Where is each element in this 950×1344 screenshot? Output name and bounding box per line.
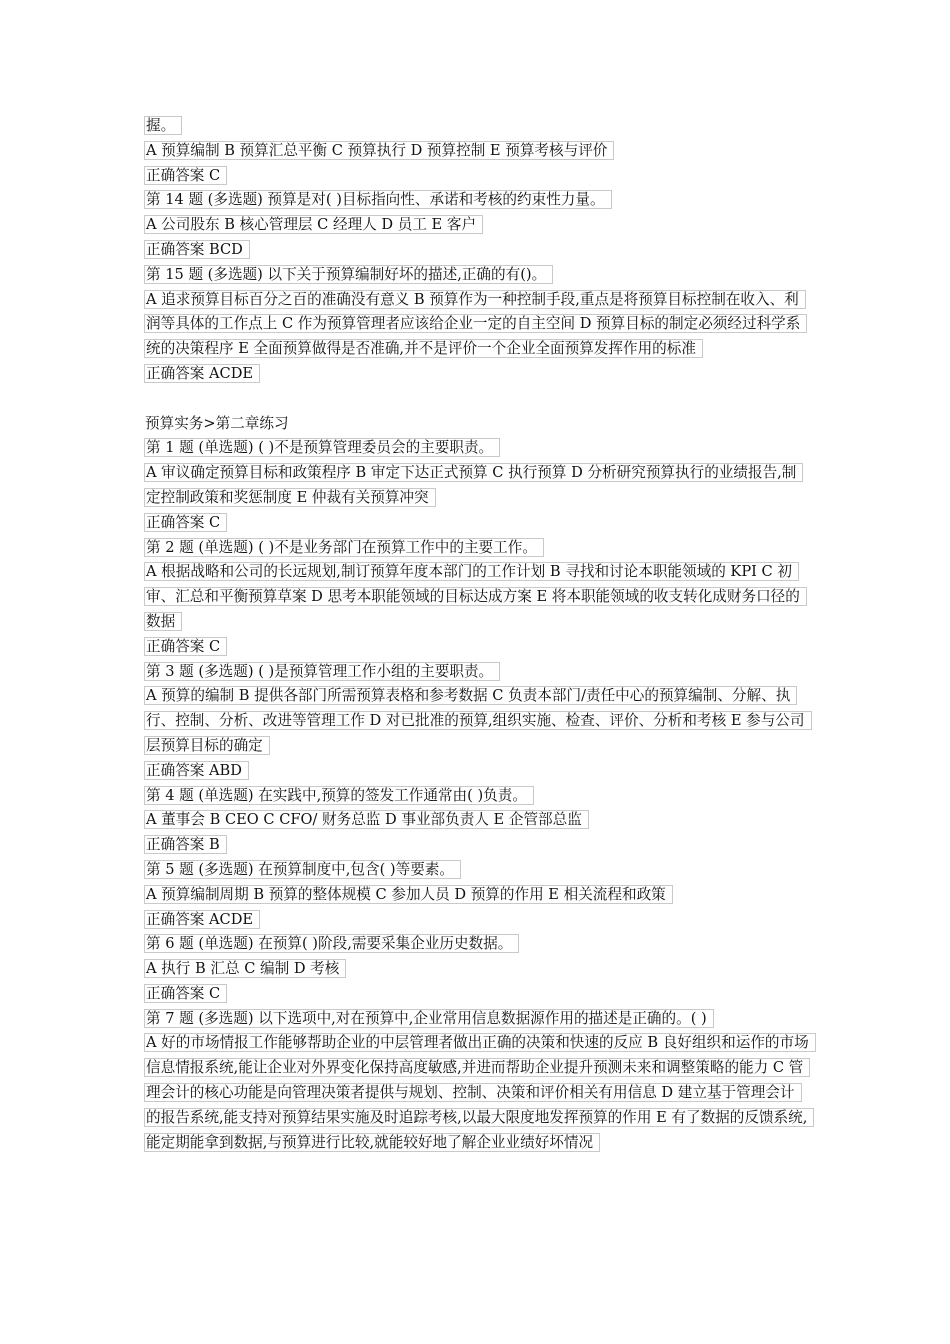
options-line: A 预算的编制 B 提供各部门所需预算表格和参考数据 C 负责本部门/责任中心的预算编制、分解、执行、控制、分析、改进等管理工作 D 对已批准的预算,组织实施、检查、评价、分析和考核 E 参与公司层预算目标的确定 [144, 684, 809, 758]
question-line: 第 14 题 (多选题) 预算是对( )目标指向性、承诺和考核的约束性力量。 [144, 188, 809, 213]
question-line: 第 2 题 (单选题) ( )不是业务部门在预算工作中的主要工作。 [144, 536, 809, 561]
answer-line: 正确答案 ACDE [144, 908, 809, 933]
section-heading: 预算实务>第二章练习 [145, 414, 289, 432]
answer-line: 正确答案 B [144, 833, 809, 858]
text-line: 握。 [144, 114, 809, 139]
document-page [144, 114, 809, 1155]
answer-line: 正确答案 C [144, 635, 809, 660]
options-line: A 董事会 B CEO C CFO/ 财务总监 D 事业部负责人 E 企管部总监 [144, 808, 809, 833]
options-line: A 预算编制周期 B 预算的整体规模 C 参加人员 D 预算的作用 E 相关流程和政策 [144, 883, 809, 908]
options-line: A 审议确定预算目标和政策程序 B 审定下达正式预算 C 执行预算 D 分析研究预算执行的业绩报告,制定控制政策和奖惩制度 E 仲裁有关预算冲突 [144, 461, 809, 511]
question-line: 第 3 题 (多选题) ( )是预算管理工作小组的主要职责。 [144, 660, 809, 685]
options-line: A 好的市场情报工作能够帮助企业的中层管理者做出正确的决策和快速的反应 B 良好组织和运作的市场信息情报系统,能让企业对外界变化保持高度敏感,并进而帮助企业提升预测未来和调整策略的能力 C 管理会计的核心功能是向管理决策者提供与规划、控制、决策和评价相关有用信息 D 建立基于管理会计的报告系统,能支持对预算结果实施及时追踪考核,以最大限度地发挥预算的作用 E 有了数据的反馈系统,能定期能拿到数据,与预算进行比较,就能较好地了解企业业绩好坏情况 [144, 1031, 809, 1155]
question-line: 第 1 题 (单选题) ( )不是预算管理委员会的主要职责。 [144, 436, 809, 461]
question-line: 第 5 题 (多选题) 在预算制度中,包含( )等要素。 [144, 858, 809, 883]
question-line: 第 6 题 (单选题) 在预算( )阶段,需要采集企业历史数据。 [144, 932, 809, 957]
options-line: A 执行 B 汇总 C 编制 D 考核 [144, 957, 809, 982]
question-line: 第 7 题 (多选题) 以下选项中,对在预算中,企业常用信息数据源作用的描述是正确的。( ) [144, 1007, 809, 1032]
answer-line: 正确答案 C [144, 164, 809, 189]
answer-line: 正确答案 C [144, 982, 809, 1007]
options-line: A 根据战略和公司的长远规划,制订预算年度本部门的工作计划 B 寻找和讨论本职能领域的 KPI C 初审、汇总和平衡预算草案 D 思考本职能领域的目标达成方案 E 将本职能领域的收支转化成财务口径的数据 [144, 560, 809, 634]
options-line: A 预算编制 B 预算汇总平衡 C 预算执行 D 预算控制 E 预算考核与评价 [144, 139, 809, 164]
question-line: 第 4 题 (单选题) 在实践中,预算的签发工作通常由( )负责。 [144, 784, 809, 809]
options-line: A 公司股东 B 核心管理层 C 经理人 D 员工 E 客户 [144, 213, 809, 238]
answer-line: 正确答案 ACDE [144, 362, 809, 387]
question-line: 第 15 题 (多选题) 以下关于预算编制好坏的描述,正确的有()。 [144, 263, 809, 288]
options-line: A 追求预算目标百分之百的准确没有意义 B 预算作为一种控制手段,重点是将预算目标控制在收入、利润等具体的工作点上 C 作为预算管理者应该给企业一定的自主空间 D 预算目标的制定必须经过科学系统的决策程序 E 全面预算做得是否准确,并不是评价一个企业全面预算发挥作用的标准 [144, 288, 809, 362]
answer-line: 正确答案 BCD [144, 238, 809, 263]
spacer [144, 387, 809, 412]
answer-line: 正确答案 C [144, 511, 809, 536]
answer-line: 正确答案 ABD [144, 759, 809, 784]
